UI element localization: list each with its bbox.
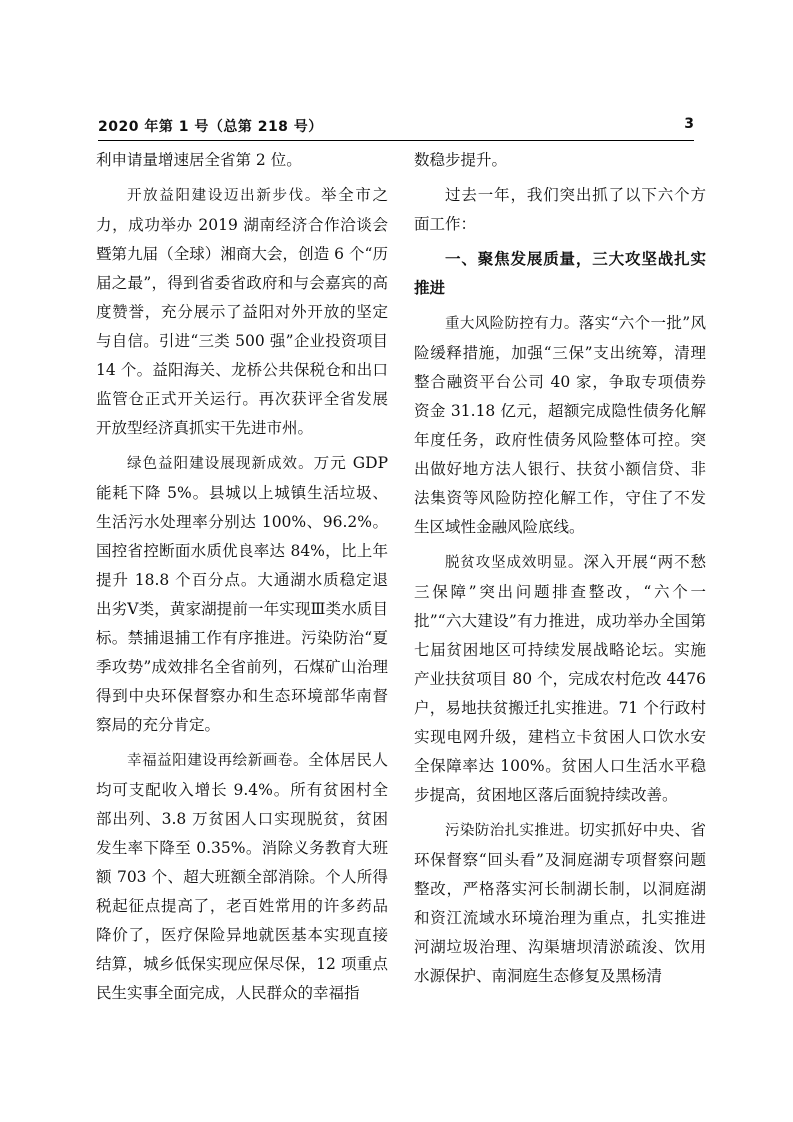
paragraph-body: 落实“六个一批”风险缓释措施，加强“三保”支出统筹，清理整合融资平台公司 40 家，争取专项债券资金 31.18 亿元，超额完成隐性债务化解年度任务，政府性债务风险整体可控。突出做好地方法人银行、扶贫小额信贷、非法集资等风险防控化解工作，守住了不发生区域性金融风险底线。 [414, 314, 707, 536]
paragraph-green-yiyang [96, 449, 388, 740]
paragraph-intro: 过去一年，我们突出抓了以下六个方面工作： [414, 186, 706, 233]
paragraph-body: 举全市之力，成功举办 2019 湖南经济合作洽谈会暨第九届（全球）湘商大会，创造 6 个“历届之最”，得到省委省政府和与会嘉宾的高度赞誉，充分展示了益阳对外开放的坚定与自信。引进“三类 500 强”企业投资项目 14 个。益阳海关、龙桥公共保税仓和出口监管仓正式开关运行。再次获评全省发展开放型经济真抓实干先进市州。 [96, 186, 388, 437]
paragraph-body: 万元 GDP 能耗下降 5%。县城以上城镇生活垃圾、生活污水处理率分别达 100%、96.2%。国控省控断面水质优良率达 84%，比上年提升 18.8 个百分点。大通湖水质稳定退出劣Ⅴ类，黄家湖提前一年实现Ⅲ类水质目标。禁捕退捕工作有序推进。污染防治“夏季攻势”成效排名全省前列，石煤矿山治理得到中央环保督察办和生态环境部华南督察局的充分肯定。 [96, 454, 389, 734]
right-column [414, 146, 706, 997]
paragraph-continuation: 利申请量增速居全省第 2 位。 [96, 151, 302, 169]
paragraph-body: 全体居民人均可支配收入增长 9.4%。所有贫困村全部出列、3.8 万贫困人口实现脱贫，贫困发生率下降至 0.35%。消除义务教育大班额 703 个、超大班额全部消除。个人所得税起征点提高了，老百姓常用的许多药品降价了，医疗保险异地就医基本实现直接结算，城乡低保实现应保尽保，12 项重点民生实事全面完成，人民群众的幸福指 [96, 751, 388, 1002]
paragraph-lead: 脱贫攻坚成效明显。 [445, 555, 584, 571]
paragraph-continuation: 数稳步提升。 [414, 151, 508, 169]
section-heading: 一、聚焦发展质量，三大攻坚战扎实推进 [414, 250, 706, 297]
paragraph-open-yiyang [96, 181, 388, 443]
paragraph-body: 深入开展“两不愁三保障”突出问题排查整改，“六个一批”“六大建设”有力推进，成功举办全国第七届贫困地区可持续发展战略论坛。实施产业扶贫项目 80 个，完成农村危改 4476 户，易地扶贫搬迁扎实推进。71 个行政村实现电网升级，建档立卡贫困人口饮水安全保障率达 100%。贫困人口生活水平稳步提高，贫困地区落后面貌持续改善。 [414, 553, 706, 804]
page-number: 3 [684, 116, 694, 132]
paragraph-risk-control [414, 309, 706, 542]
paragraph-lead: 幸福益阳建设再绘新画卷。 [127, 753, 309, 769]
paragraph-pollution [414, 816, 706, 991]
paragraph-happy-yiyang [96, 746, 388, 1008]
paragraph-body: 切实抓好中央、省环保督察“回头看”及洞庭湖专项督察问题整改，严格落实河长制湖长制，以洞庭湖和资江流域水环境治理为重点，扎实推进河湖垃圾治理、沟渠塘坝清淤疏浚、饮用水源保护、南洞庭生态修复及黑杨清 [414, 821, 706, 985]
issue-label: 2020 年第 1 号（总第 218 号） [98, 119, 323, 135]
page-header [98, 114, 694, 141]
paragraph-lead: 污染防治扎实推进。 [445, 823, 580, 839]
paragraph-lead: 重大风险防控有力。 [445, 316, 579, 332]
paragraph-poverty [414, 548, 706, 810]
paragraph-lead: 开放益阳建设迈出新步伐。 [127, 188, 321, 204]
left-column [96, 146, 388, 1014]
paragraph-lead: 绿色益阳建设展现新成效。 [127, 456, 314, 472]
